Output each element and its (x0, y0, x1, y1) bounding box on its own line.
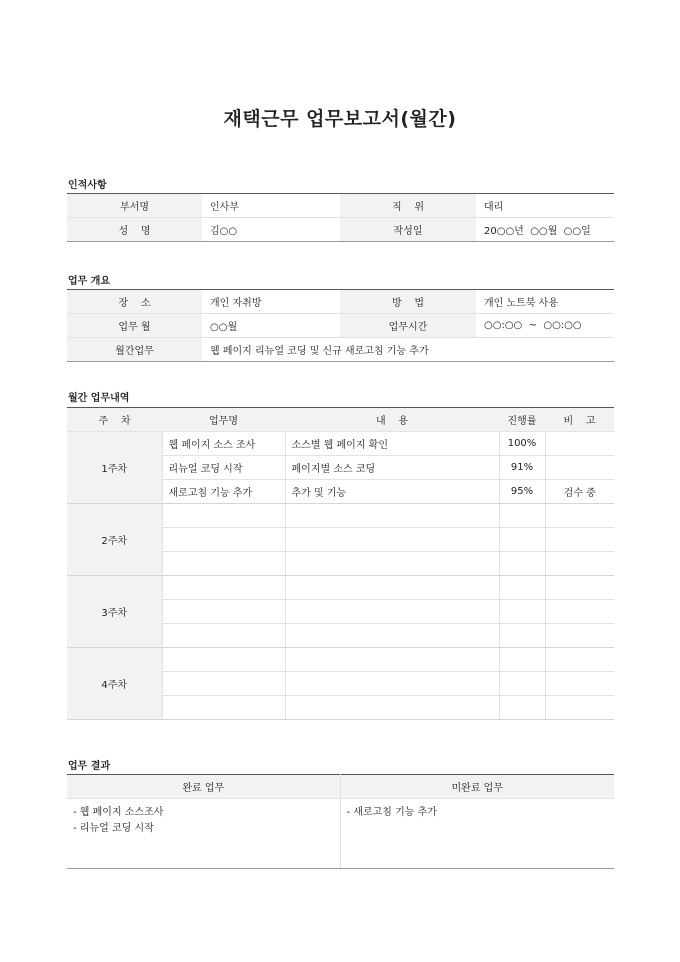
monthly-task-value: 웹 페이지 리뉴얼 코딩 및 신규 새로고침 기능 추가 (202, 338, 614, 362)
table-row (67, 648, 614, 672)
month-value: ○○월 (202, 314, 340, 338)
task-cell (162, 576, 285, 600)
progress-cell (499, 672, 545, 696)
position-value: 대리 (476, 194, 614, 218)
note-header: 비 고 (545, 408, 614, 432)
task-cell: 웹 페이지 소스 조사 (162, 432, 285, 456)
table-row (67, 799, 614, 869)
table-row (67, 194, 614, 218)
week-label: 2주차 (67, 504, 162, 576)
content-cell (285, 624, 499, 648)
undone-header: 미완료 업무 (340, 775, 614, 799)
progress-cell (499, 600, 545, 624)
content-cell: 추가 및 기능 (285, 480, 499, 504)
monthly-task-label: 월간업무 (67, 338, 202, 362)
results-table (67, 774, 614, 869)
personal-section-title: 인적사항 (68, 180, 107, 191)
name-label: 성 명 (67, 218, 202, 242)
details-section-title: 월간 업무내역 (68, 393, 130, 404)
content-cell (285, 672, 499, 696)
table-header-row (67, 408, 614, 432)
list-item: - 새로고침 기능 추가 (346, 807, 437, 818)
document-title: 재택근무 업무보고서(월간) (223, 108, 457, 130)
date-label: 작성일 (340, 218, 476, 242)
progress-header: 진행률 (499, 408, 545, 432)
table-row (67, 576, 614, 600)
progress-cell (499, 624, 545, 648)
task-cell (162, 624, 285, 648)
content-cell (285, 528, 499, 552)
progress-cell (499, 576, 545, 600)
undone-list (340, 799, 614, 869)
content-cell (285, 576, 499, 600)
position-label: 직 위 (340, 194, 476, 218)
progress-cell: 100% (499, 432, 545, 456)
method-value: 개인 노트북 사용 (476, 290, 614, 314)
task-cell (162, 504, 285, 528)
method-label: 방 법 (340, 290, 476, 314)
overview-section-title: 업무 개요 (68, 276, 111, 287)
content-cell (285, 696, 499, 720)
note-cell (545, 648, 614, 672)
work-hours-label: 업무시간 (340, 314, 476, 338)
note-cell (545, 432, 614, 456)
table-row (67, 504, 614, 528)
note-cell (545, 600, 614, 624)
department-label: 부서명 (67, 194, 202, 218)
place-value: 개인 자취방 (202, 290, 340, 314)
note-cell (545, 456, 614, 480)
list-item: - 웹 페이지 소스조사 (73, 807, 164, 818)
table-row (67, 290, 614, 314)
progress-cell (499, 528, 545, 552)
task-cell (162, 672, 285, 696)
results-section-title: 업무 결과 (68, 761, 111, 772)
month-label: 업무 월 (67, 314, 202, 338)
table-row (67, 314, 614, 338)
content-cell (285, 504, 499, 528)
week-label: 3주차 (67, 576, 162, 648)
department-value: 인사부 (202, 194, 340, 218)
content-cell: 페이지별 소스 코딩 (285, 456, 499, 480)
note-cell (545, 624, 614, 648)
work-hours-value: ○○:○○ ~ ○○:○○ (476, 314, 614, 338)
week-header: 주 차 (67, 408, 162, 432)
note-cell (545, 552, 614, 576)
note-cell (545, 504, 614, 528)
done-list (67, 799, 340, 869)
task-cell: 리뉴얼 코딩 시작 (162, 456, 285, 480)
progress-cell (499, 648, 545, 672)
content-cell (285, 648, 499, 672)
date-value: 20○○년 ○○월 ○○일 (476, 218, 614, 242)
overview-table (67, 289, 614, 362)
progress-cell (499, 504, 545, 528)
done-header: 완료 업무 (67, 775, 340, 799)
table-row (67, 338, 614, 362)
content-cell (285, 552, 499, 576)
note-cell (545, 576, 614, 600)
task-cell (162, 648, 285, 672)
task-cell: 새로고침 기능 추가 (162, 480, 285, 504)
task-cell (162, 552, 285, 576)
progress-cell (499, 696, 545, 720)
week-label: 1주차 (67, 432, 162, 504)
content-header: 내 용 (285, 408, 499, 432)
task-header: 업무명 (162, 408, 285, 432)
task-cell (162, 696, 285, 720)
table-row (67, 218, 614, 242)
note-cell (545, 696, 614, 720)
list-item: - 리뉴얼 코딩 시작 (73, 823, 154, 834)
note-cell: 검수 중 (545, 480, 614, 504)
progress-cell: 95% (499, 480, 545, 504)
task-cell (162, 528, 285, 552)
progress-cell: 91% (499, 456, 545, 480)
content-cell (285, 600, 499, 624)
table-header-row (67, 775, 614, 799)
name-value: 김○○ (202, 218, 340, 242)
table-row (67, 432, 614, 456)
content-cell: 소스별 웹 페이지 확인 (285, 432, 499, 456)
task-cell (162, 600, 285, 624)
place-label: 장 소 (67, 290, 202, 314)
note-cell (545, 528, 614, 552)
progress-cell (499, 552, 545, 576)
personal-info-table (67, 193, 614, 242)
week-label: 4주차 (67, 648, 162, 720)
monthly-details-table (67, 407, 614, 720)
note-cell (545, 672, 614, 696)
